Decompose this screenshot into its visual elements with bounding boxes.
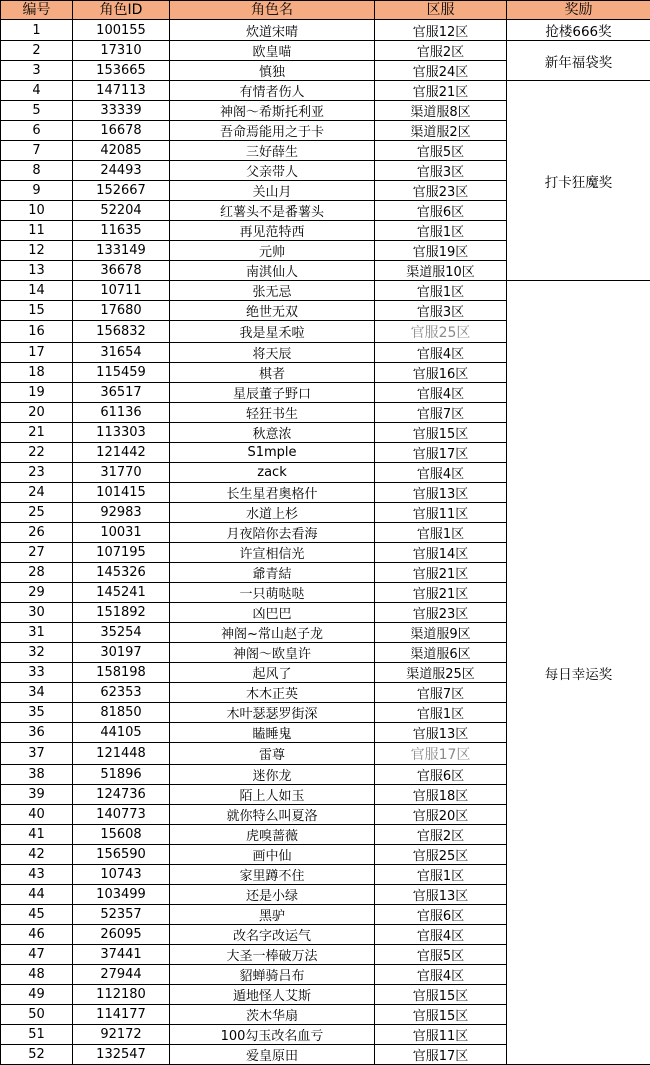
role-name-cell: 神阁～欧皇许 xyxy=(170,643,375,663)
role-name-cell: 秋意浓 xyxy=(170,423,375,443)
role-name-cell: 棋者 xyxy=(170,363,375,383)
role-name-cell: 起风了 xyxy=(170,663,375,683)
role-name-cell: 将天辰 xyxy=(170,343,375,363)
role-name-cell: 改名字改运气 xyxy=(170,925,375,945)
server-zone-cell: 官服21区 xyxy=(375,563,507,583)
role-name-cell: 迷你龙 xyxy=(170,765,375,785)
role-name-cell: 木叶瑟瑟罗街深 xyxy=(170,703,375,723)
role-name-cell: 炊道宋晴 xyxy=(170,20,375,41)
server-zone-cell: 官服17区 xyxy=(375,1045,507,1065)
role-id-cell: 16678 xyxy=(73,121,170,141)
role-id-cell: 152667 xyxy=(73,181,170,201)
role-name-cell: 茨木华扇 xyxy=(170,1005,375,1025)
role-name-cell: 神阁～希斯托利亚 xyxy=(170,101,375,121)
role-name-cell: 遁地怪人艾斯 xyxy=(170,985,375,1005)
server-zone-cell: 官服17区 xyxy=(375,743,507,765)
row-no-cell: 49 xyxy=(1,985,73,1005)
server-zone-cell: 官服13区 xyxy=(375,885,507,905)
row-no-cell: 2 xyxy=(1,41,73,61)
row-no-cell: 33 xyxy=(1,663,73,683)
row-no-cell: 42 xyxy=(1,845,73,865)
server-zone-cell: 官服13区 xyxy=(375,723,507,743)
header-award: 奖励 xyxy=(507,1,650,20)
role-name-cell: 陌上人如玉 xyxy=(170,785,375,805)
row-no-cell: 37 xyxy=(1,743,73,765)
row-no-cell: 9 xyxy=(1,181,73,201)
server-zone-cell: 官服16区 xyxy=(375,363,507,383)
server-zone-cell: 渠道服2区 xyxy=(375,121,507,141)
role-name-cell: 神阁~常山赵子龙 xyxy=(170,623,375,643)
row-no-cell: 48 xyxy=(1,965,73,985)
server-zone-cell: 官服19区 xyxy=(375,241,507,261)
role-id-cell: 103499 xyxy=(73,885,170,905)
role-id-cell: 153665 xyxy=(73,61,170,81)
role-name-cell: 我是星禾啦 xyxy=(170,321,375,343)
role-name-cell: 三好薛生 xyxy=(170,141,375,161)
role-id-cell: 158198 xyxy=(73,663,170,683)
server-zone-cell: 渠道服25区 xyxy=(375,663,507,683)
role-id-cell: 52357 xyxy=(73,905,170,925)
row-no-cell: 21 xyxy=(1,423,73,443)
role-id-cell: 37441 xyxy=(73,945,170,965)
server-zone-cell: 官服6区 xyxy=(375,765,507,785)
server-zone-cell: 官服7区 xyxy=(375,683,507,703)
server-zone-cell: 官服4区 xyxy=(375,965,507,985)
role-id-cell: 31770 xyxy=(73,463,170,483)
role-name-cell: 轻狂书生 xyxy=(170,403,375,423)
server-zone-cell: 官服4区 xyxy=(375,383,507,403)
role-id-cell: 62353 xyxy=(73,683,170,703)
row-no-cell: 4 xyxy=(1,81,73,101)
role-id-cell: 17310 xyxy=(73,41,170,61)
row-no-cell: 36 xyxy=(1,723,73,743)
table-row xyxy=(1,20,650,41)
role-id-cell: 145326 xyxy=(73,563,170,583)
server-zone-cell: 官服3区 xyxy=(375,301,507,321)
role-id-cell: 61136 xyxy=(73,403,170,423)
row-no-cell: 39 xyxy=(1,785,73,805)
role-name-cell: 家里蹲不住 xyxy=(170,865,375,885)
role-id-cell: 133149 xyxy=(73,241,170,261)
server-zone-cell: 官服11区 xyxy=(375,1025,507,1045)
role-name-cell: 瞌睡鬼 xyxy=(170,723,375,743)
row-no-cell: 8 xyxy=(1,161,73,181)
server-zone-cell: 官服21区 xyxy=(375,81,507,101)
server-zone-cell: 官服13区 xyxy=(375,483,507,503)
server-zone-cell: 官服25区 xyxy=(375,845,507,865)
role-id-cell: 113303 xyxy=(73,423,170,443)
role-id-cell: 115459 xyxy=(73,363,170,383)
role-id-cell: 121442 xyxy=(73,443,170,463)
role-name-cell: 大圣一棒破万法 xyxy=(170,945,375,965)
row-no-cell: 18 xyxy=(1,363,73,383)
role-name-cell: 虎嗅蔷薇 xyxy=(170,825,375,845)
row-no-cell: 34 xyxy=(1,683,73,703)
role-id-cell: 92172 xyxy=(73,1025,170,1045)
award-cell: 抢楼666奖 xyxy=(507,20,650,41)
role-name-cell: 父亲带人 xyxy=(170,161,375,181)
server-zone-cell: 渠道服10区 xyxy=(375,261,507,281)
role-id-cell: 35254 xyxy=(73,623,170,643)
header-row xyxy=(1,1,650,20)
server-zone-cell: 官服15区 xyxy=(375,423,507,443)
row-no-cell: 52 xyxy=(1,1045,73,1065)
role-name-cell: 南淇仙人 xyxy=(170,261,375,281)
row-no-cell: 25 xyxy=(1,503,73,523)
row-no-cell: 41 xyxy=(1,825,73,845)
row-no-cell: 26 xyxy=(1,523,73,543)
role-id-cell: 10031 xyxy=(73,523,170,543)
table-row xyxy=(1,81,650,101)
server-zone-cell: 官服12区 xyxy=(375,20,507,41)
row-no-cell: 46 xyxy=(1,925,73,945)
role-id-cell: 124736 xyxy=(73,785,170,805)
server-zone-cell: 官服18区 xyxy=(375,785,507,805)
row-no-cell: 5 xyxy=(1,101,73,121)
role-id-cell: 52204 xyxy=(73,201,170,221)
row-no-cell: 31 xyxy=(1,623,73,643)
row-no-cell: 30 xyxy=(1,603,73,623)
server-zone-cell: 官服23区 xyxy=(375,181,507,201)
server-zone-cell: 官服4区 xyxy=(375,463,507,483)
role-name-cell: 吾命焉能用之于卡 xyxy=(170,121,375,141)
role-id-cell: 147113 xyxy=(73,81,170,101)
role-id-cell: 44105 xyxy=(73,723,170,743)
row-no-cell: 28 xyxy=(1,563,73,583)
row-no-cell: 23 xyxy=(1,463,73,483)
header-id: 角色ID xyxy=(73,1,170,20)
role-name-cell: 长生星君奥格什 xyxy=(170,483,375,503)
award-cell: 打卡狂魔奖 xyxy=(507,81,650,281)
server-zone-cell: 官服6区 xyxy=(375,905,507,925)
row-no-cell: 15 xyxy=(1,301,73,321)
role-id-cell: 107195 xyxy=(73,543,170,563)
server-zone-cell: 官服7区 xyxy=(375,403,507,423)
server-zone-cell: 官服24区 xyxy=(375,61,507,81)
table-body xyxy=(1,20,650,1065)
row-no-cell: 3 xyxy=(1,61,73,81)
row-no-cell: 22 xyxy=(1,443,73,463)
server-zone-cell: 渠道服6区 xyxy=(375,643,507,663)
role-name-cell: 爱皇原田 xyxy=(170,1045,375,1065)
role-name-cell: 还是小绿 xyxy=(170,885,375,905)
role-id-cell: 10711 xyxy=(73,281,170,301)
role-name-cell: zack xyxy=(170,463,375,483)
role-id-cell: 24493 xyxy=(73,161,170,181)
role-name-cell: 再见范特西 xyxy=(170,221,375,241)
row-no-cell: 24 xyxy=(1,483,73,503)
row-no-cell: 20 xyxy=(1,403,73,423)
role-name-cell: 爺青結 xyxy=(170,563,375,583)
row-no-cell: 43 xyxy=(1,865,73,885)
header-zone: 区服 xyxy=(375,1,507,20)
role-name-cell: 欧皇喵 xyxy=(170,41,375,61)
server-zone-cell: 官服5区 xyxy=(375,945,507,965)
role-id-cell: 10743 xyxy=(73,865,170,885)
role-name-cell: 关山月 xyxy=(170,181,375,201)
server-zone-cell: 官服4区 xyxy=(375,925,507,945)
role-id-cell: 27944 xyxy=(73,965,170,985)
server-zone-cell: 官服1区 xyxy=(375,221,507,241)
server-zone-cell: 官服20区 xyxy=(375,805,507,825)
role-name-cell: 木木正英 xyxy=(170,683,375,703)
server-zone-cell: 官服6区 xyxy=(375,201,507,221)
server-zone-cell: 官服15区 xyxy=(375,985,507,1005)
role-name-cell: 有情者伤人 xyxy=(170,81,375,101)
row-no-cell: 17 xyxy=(1,343,73,363)
role-id-cell: 92983 xyxy=(73,503,170,523)
row-no-cell: 16 xyxy=(1,321,73,343)
role-name-cell: 红薯头不是番薯头 xyxy=(170,201,375,221)
role-name-cell: 元帅 xyxy=(170,241,375,261)
role-name-cell: 貂蝉骑吕布 xyxy=(170,965,375,985)
role-name-cell: 雷尊 xyxy=(170,743,375,765)
role-id-cell: 26095 xyxy=(73,925,170,945)
server-zone-cell: 官服11区 xyxy=(375,503,507,523)
row-no-cell: 40 xyxy=(1,805,73,825)
server-zone-cell: 官服1区 xyxy=(375,703,507,723)
role-name-cell: 100勾玉改名血亏 xyxy=(170,1025,375,1045)
award-cell: 每日幸运奖 xyxy=(507,281,650,1065)
row-no-cell: 12 xyxy=(1,241,73,261)
row-no-cell: 7 xyxy=(1,141,73,161)
role-name-cell: 水道上杉 xyxy=(170,503,375,523)
role-name-cell: 黑驴 xyxy=(170,905,375,925)
role-id-cell: 101415 xyxy=(73,483,170,503)
server-zone-cell: 官服1区 xyxy=(375,865,507,885)
role-name-cell: 月夜陪你去看海 xyxy=(170,523,375,543)
role-name-cell: 画中仙 xyxy=(170,845,375,865)
server-zone-cell: 渠道服8区 xyxy=(375,101,507,121)
role-name-cell: 慎独 xyxy=(170,61,375,81)
row-no-cell: 10 xyxy=(1,201,73,221)
role-id-cell: 121448 xyxy=(73,743,170,765)
server-zone-cell: 官服2区 xyxy=(375,825,507,845)
server-zone-cell: 官服17区 xyxy=(375,443,507,463)
server-zone-cell: 官服5区 xyxy=(375,141,507,161)
server-zone-cell: 官服2区 xyxy=(375,41,507,61)
role-name-cell: 凶巴巴 xyxy=(170,603,375,623)
role-id-cell: 145241 xyxy=(73,583,170,603)
row-no-cell: 29 xyxy=(1,583,73,603)
server-zone-cell: 官服4区 xyxy=(375,343,507,363)
row-no-cell: 19 xyxy=(1,383,73,403)
role-id-cell: 156832 xyxy=(73,321,170,343)
role-name-cell: 就你特么叫夏洛 xyxy=(170,805,375,825)
row-no-cell: 6 xyxy=(1,121,73,141)
row-no-cell: 32 xyxy=(1,643,73,663)
award-cell: 新年福袋奖 xyxy=(507,41,650,81)
server-zone-cell: 官服23区 xyxy=(375,603,507,623)
role-id-cell: 36678 xyxy=(73,261,170,281)
row-no-cell: 51 xyxy=(1,1025,73,1045)
row-no-cell: 44 xyxy=(1,885,73,905)
header-no: 编号 xyxy=(1,1,73,20)
role-id-cell: 42085 xyxy=(73,141,170,161)
role-id-cell: 100155 xyxy=(73,20,170,41)
role-id-cell: 156590 xyxy=(73,845,170,865)
role-id-cell: 17680 xyxy=(73,301,170,321)
role-id-cell: 36517 xyxy=(73,383,170,403)
role-id-cell: 114177 xyxy=(73,1005,170,1025)
row-no-cell: 14 xyxy=(1,281,73,301)
role-name-cell: 星辰董子野口 xyxy=(170,383,375,403)
role-id-cell: 132547 xyxy=(73,1045,170,1065)
row-no-cell: 50 xyxy=(1,1005,73,1025)
role-id-cell: 81850 xyxy=(73,703,170,723)
role-name-cell: 许宣相信光 xyxy=(170,543,375,563)
role-id-cell: 140773 xyxy=(73,805,170,825)
header-name: 角色名 xyxy=(170,1,375,20)
server-zone-cell: 官服1区 xyxy=(375,281,507,301)
role-name-cell: S1mple xyxy=(170,443,375,463)
row-no-cell: 1 xyxy=(1,20,73,41)
table-row xyxy=(1,281,650,301)
server-zone-cell: 官服3区 xyxy=(375,161,507,181)
role-id-cell: 51896 xyxy=(73,765,170,785)
role-id-cell: 33339 xyxy=(73,101,170,121)
row-no-cell: 47 xyxy=(1,945,73,965)
row-no-cell: 38 xyxy=(1,765,73,785)
server-zone-cell: 渠道服9区 xyxy=(375,623,507,643)
role-name-cell: 绝世无双 xyxy=(170,301,375,321)
row-no-cell: 45 xyxy=(1,905,73,925)
row-no-cell: 35 xyxy=(1,703,73,723)
server-zone-cell: 官服25区 xyxy=(375,321,507,343)
role-id-cell: 15608 xyxy=(73,825,170,845)
role-id-cell: 112180 xyxy=(73,985,170,1005)
server-zone-cell: 官服21区 xyxy=(375,583,507,603)
role-id-cell: 31654 xyxy=(73,343,170,363)
row-no-cell: 27 xyxy=(1,543,73,563)
server-zone-cell: 官服15区 xyxy=(375,1005,507,1025)
row-no-cell: 13 xyxy=(1,261,73,281)
server-zone-cell: 官服14区 xyxy=(375,543,507,563)
table-row xyxy=(1,41,650,61)
row-no-cell: 11 xyxy=(1,221,73,241)
role-id-cell: 151892 xyxy=(73,603,170,623)
role-id-cell: 11635 xyxy=(73,221,170,241)
role-name-cell: 一只萌哒哒 xyxy=(170,583,375,603)
role-name-cell: 张无忌 xyxy=(170,281,375,301)
role-id-cell: 30197 xyxy=(73,643,170,663)
server-zone-cell: 官服1区 xyxy=(375,523,507,543)
